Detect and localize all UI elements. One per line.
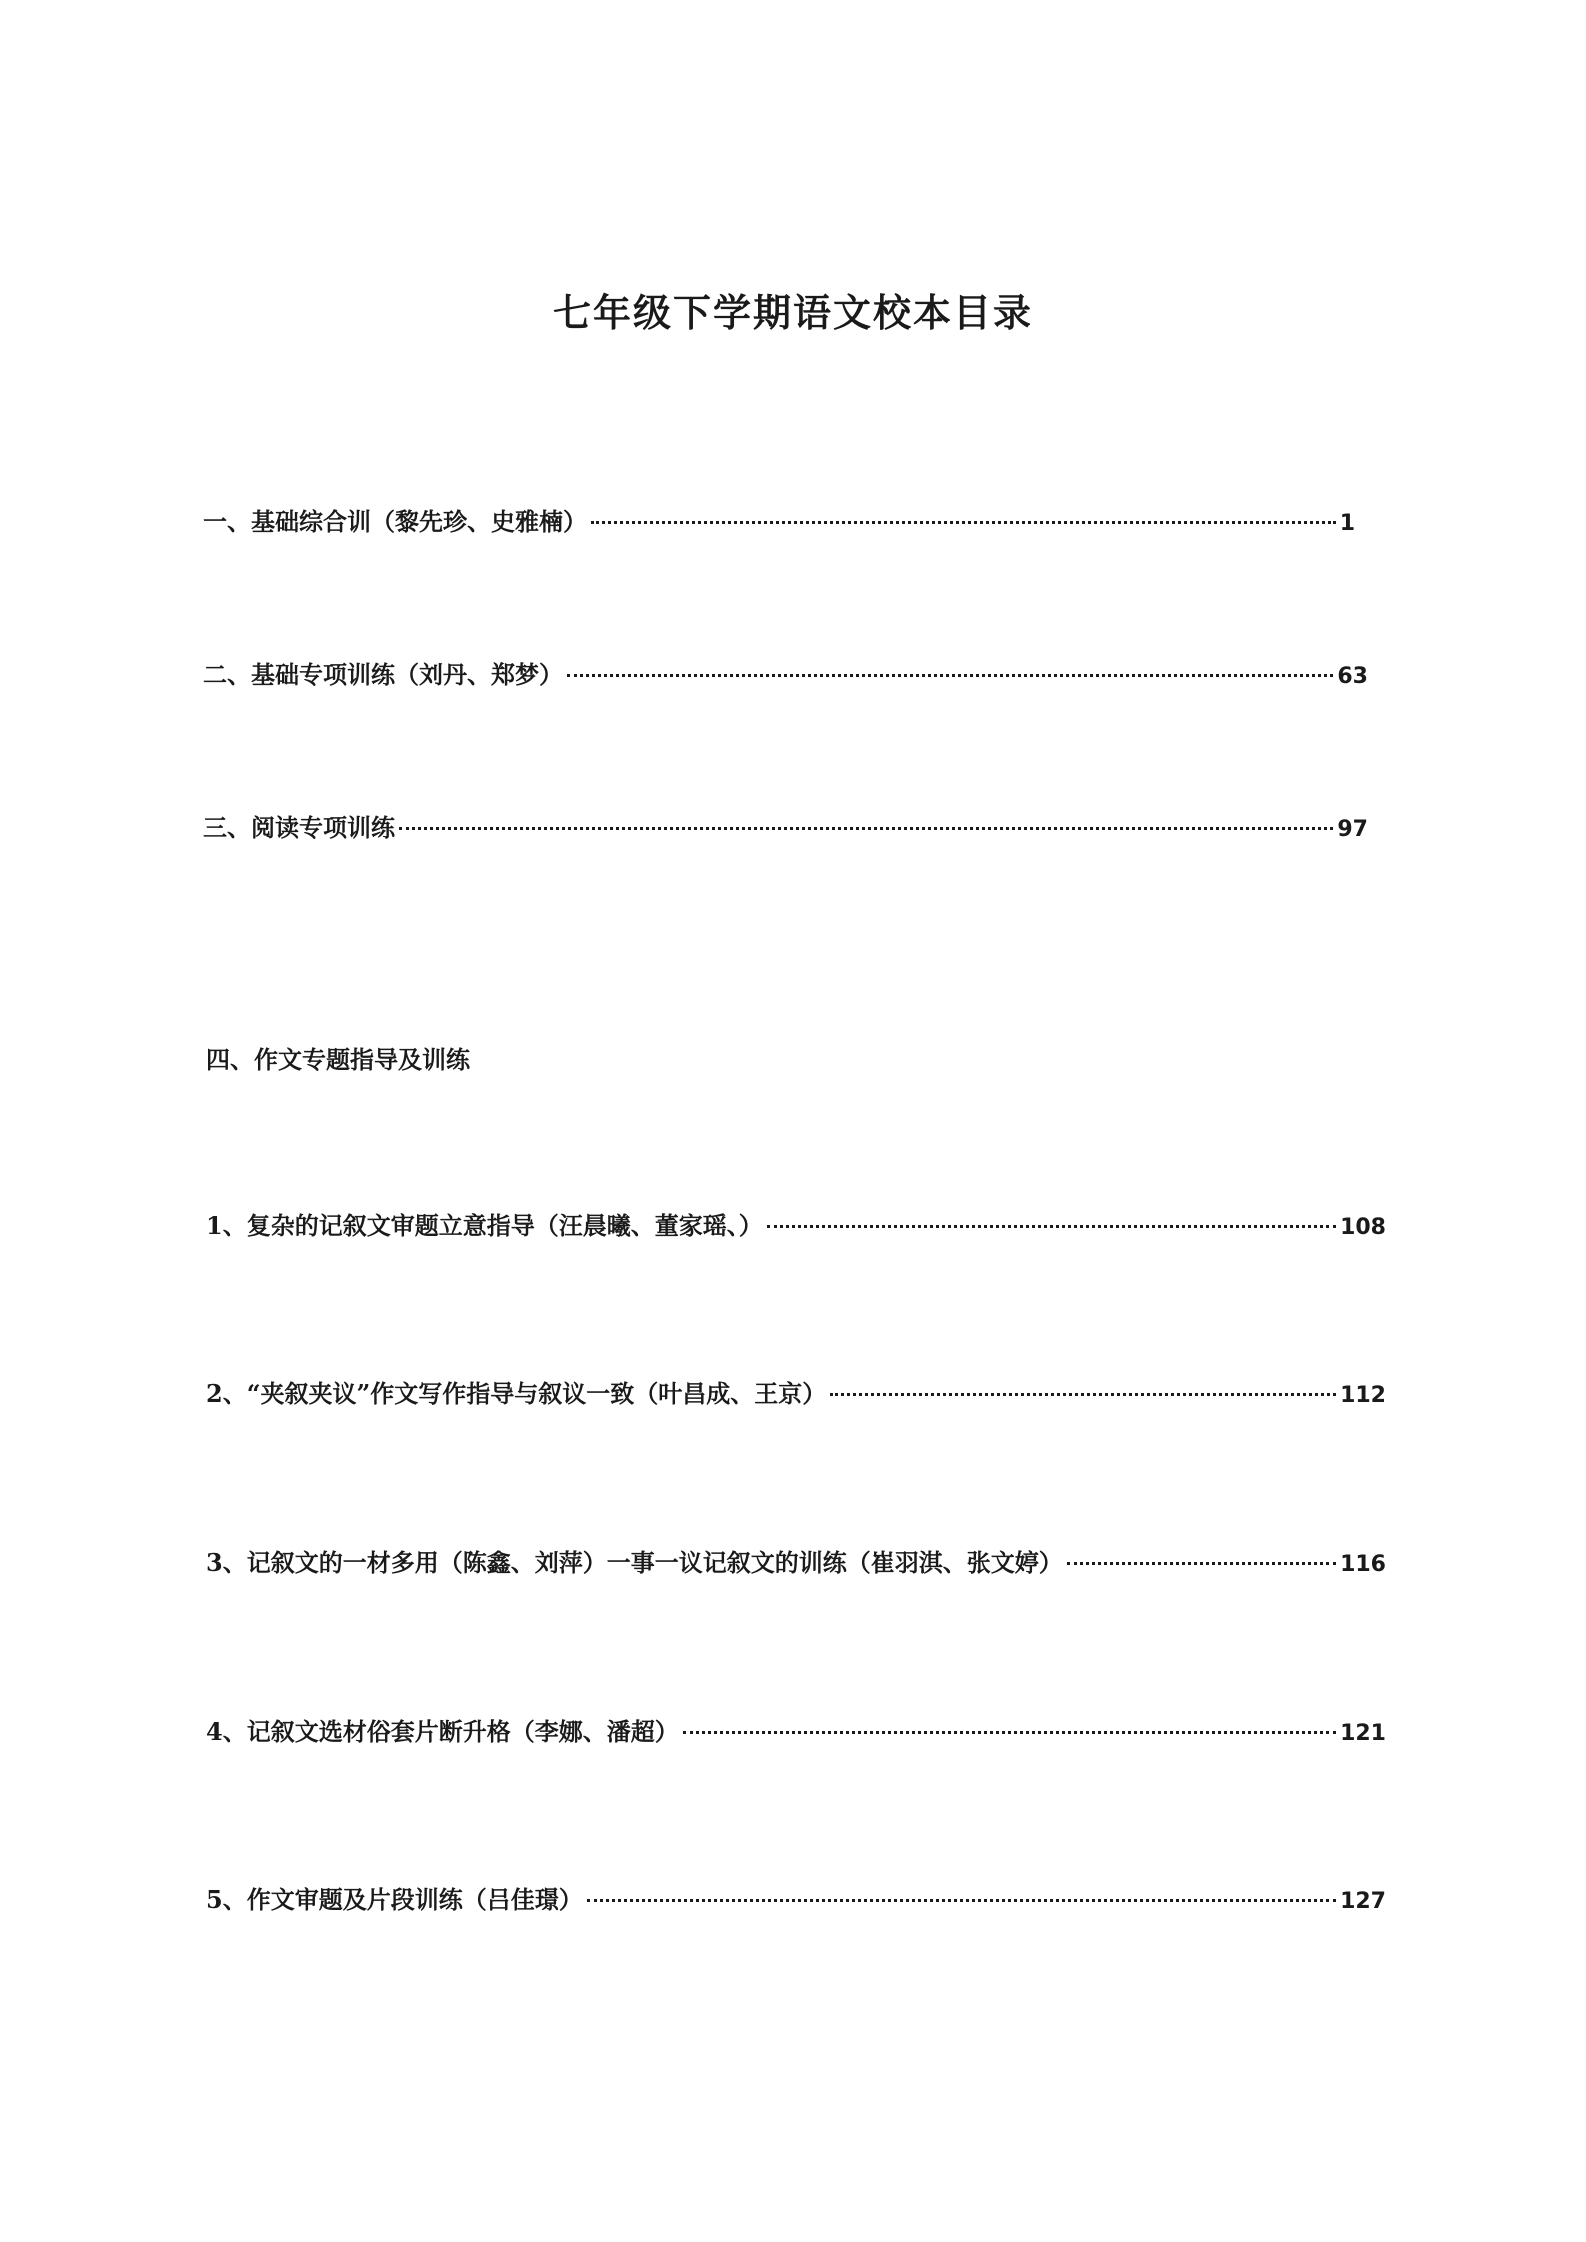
section-heading: 四、作文专题指导及训练 [206, 1045, 470, 1074]
toc-entry-page: 127 [1340, 1889, 1386, 1914]
toc-sub-entry[interactable] [206, 1374, 1386, 1409]
toc-entry-label: 三、阅读专项训练 [203, 813, 395, 842]
toc-entry-page: 63 [1337, 664, 1368, 689]
page-title: 七年级下学期语文校本目录 [552, 290, 1033, 335]
toc-sub-entry[interactable] [206, 1880, 1386, 1915]
dot-leader [399, 827, 1333, 830]
toc-entry-label: 1、复杂的记叙文审题立意指导（汪晨曦、董家瑶、） [206, 1211, 763, 1240]
toc-entry-page: 108 [1340, 1215, 1386, 1240]
toc-entry-label: 3、记叙文的一材多用（陈鑫、刘萍）一事一议记叙文的训练（崔羽淇、张文婷） [206, 1548, 1063, 1577]
toc-entry[interactable] [203, 808, 1368, 843]
dot-leader [767, 1225, 1336, 1228]
toc-sub-entry[interactable] [206, 1712, 1386, 1747]
toc-sub-entry[interactable] [206, 1206, 1386, 1241]
toc-entry-label: 二、基础专项训练（刘丹、郑梦） [203, 660, 563, 689]
dot-leader [567, 674, 1333, 677]
dot-leader [1067, 1562, 1336, 1565]
toc-entry-label: 4、记叙文选材俗套片断升格（李娜、潘超） [206, 1717, 679, 1746]
toc-entry-page: 97 [1337, 817, 1368, 842]
dot-leader [683, 1731, 1336, 1734]
toc-entry-label: 一、基础综合训（黎先珍、史雅楠） [203, 507, 587, 536]
toc-entry-page: 121 [1340, 1721, 1386, 1746]
toc-entry-label: 5、作文审题及片段训练（吕佳璟） [206, 1885, 583, 1914]
dot-leader [830, 1393, 1336, 1396]
dot-leader [587, 1899, 1336, 1902]
toc-sub-entry[interactable] [206, 1543, 1386, 1578]
toc-entry-page: 116 [1340, 1552, 1386, 1577]
toc-entry-page: 112 [1340, 1383, 1386, 1408]
toc-entry-page: 1 [1339, 511, 1355, 536]
toc-entry-label: 2、“夹叙夹议”作文写作指导与叙议一致（叶昌成、王京） [206, 1379, 827, 1408]
toc-entry[interactable] [203, 502, 1355, 537]
toc-entry[interactable] [203, 655, 1368, 690]
dot-leader [591, 521, 1336, 524]
